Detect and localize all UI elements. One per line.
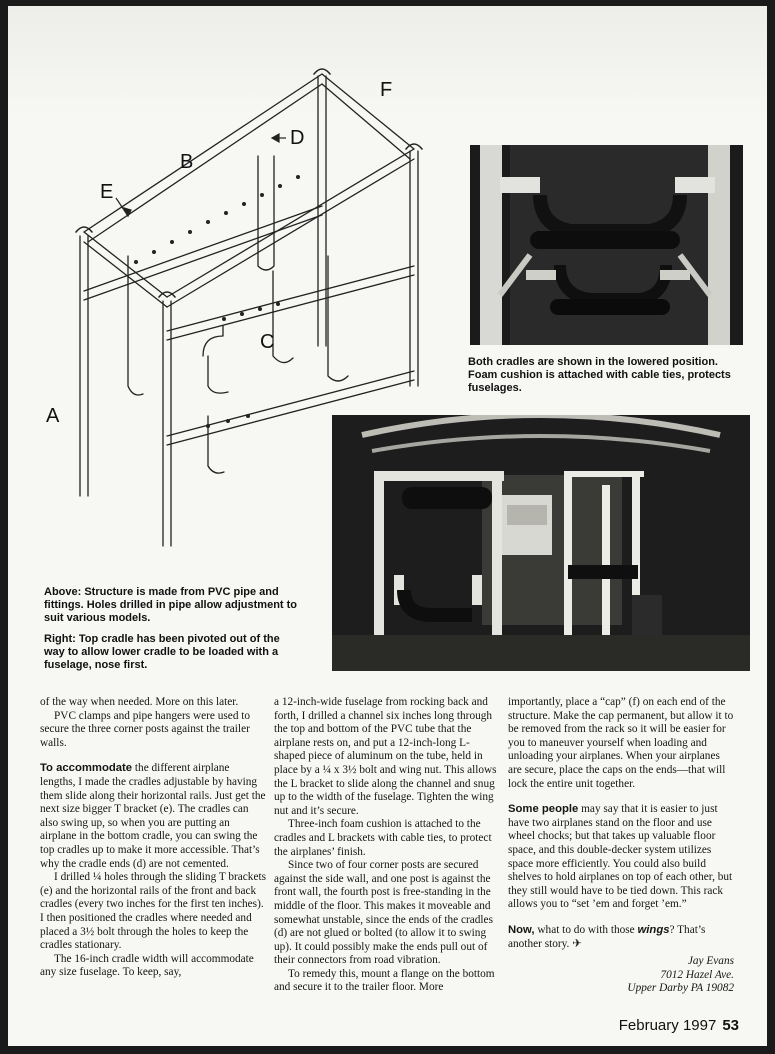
col3-lead-1: Some people <box>508 803 579 816</box>
col3-p2: may say that it is easier to just have two airplanes stand on the floor and use wheel chocks; but that takes up valuable floor space, and this double-decker system utilizes space more efficiently. You could also build shelves to hold airplanes on top of each other, but they still would have to be tied down. This rack allows you to “set ’em and forget ’em.” <box>508 803 733 911</box>
col2-p1: a 12-inch-wide fuselage from rocking back and forth, I drilled a channel six inches long through the top and bottom of the PVC tube that the airplane rests on, and put a 12-inch-long L-shaped piece of aluminum on the tube, held in place by a ¼ x 3½ bolt and wing nut. This allows the L bracket to slide along the channel and snug up to the width of the fuselage. Tighten the wing nut and it’s secure. <box>274 696 497 817</box>
col3-lead-2: Now, <box>508 923 535 936</box>
col1-p5: The 16-inch cradle width will accommodate any size fuselage. To keep, say, <box>40 952 254 979</box>
middle-rails <box>84 206 414 445</box>
label-d: D <box>290 127 305 149</box>
label-f: F <box>380 79 393 101</box>
cradles <box>128 156 348 473</box>
col1-p4: I drilled ¼ holes through the sliding T brackets (e) and the horizontal rails of the front and back cradles (every two inches for the first ten inches). I then positioned the cradles where needed and placed a 3½ bolt through the holes to keep the cradles stationary. <box>40 871 266 952</box>
article-column-2 <box>274 696 500 995</box>
col3-p3: what to do with those <box>534 923 638 936</box>
caption-left <box>44 586 300 680</box>
col1-p2: PVC clamps and pipe hangers were used to secure the three corner posts against the trailer walls. <box>40 709 251 749</box>
top-rails <box>84 74 414 307</box>
col2-p4: To remedy this, mount a flange on the bottom and secure it to the trailer floor. More <box>274 967 495 994</box>
author-name: Jay Evans <box>687 955 734 968</box>
col3-wings: wings <box>637 923 670 936</box>
page-footer <box>619 1017 739 1034</box>
trailer-rack-photo <box>332 415 750 671</box>
signature-block <box>508 955 734 996</box>
col2-p2: Three-inch foam cushion is attached to the cradles and L brackets with cable ties, to protect the airplanes’ finish. <box>274 818 492 858</box>
page-number: 53 <box>722 1017 739 1034</box>
col1-lead: To accommodate <box>40 762 133 775</box>
col2-p3: Since two of four corner posts are secured against the side wall, and one post is against the front wall, the fourth post is free-standing in the middle of the floor. This makes it moveable and somewhat unstable, since the ends of the cradles (d) are not glued or bolted (to allow it to swing up). It could possibly make the ends pull out of their connectors from road vibration. <box>274 859 493 967</box>
col1-p3: the different airplane lengths, I made the cradles adjustable by having them slide along their horizontal rails. Just get the next size bigger T bracket (e). The cradles can also swing up, so when you are putting an airplane in the bottom cradle, you can swing the top cradles up to make it more accessible. That’s why the cradle ends (d) are not cemented. <box>40 762 266 870</box>
label-b: B <box>180 151 194 173</box>
col1-p1: of the way when needed. More on this later. <box>40 696 239 708</box>
author-address-2: Upper Darby PA 19082 <box>627 982 734 995</box>
caption-top <box>468 356 750 403</box>
label-a: A <box>46 405 60 427</box>
author-address-1: 7012 Hazel Ave. <box>660 968 734 981</box>
caption-top-text: Both cradles are shown in the lowered position. Foam cushion is attached with cable ties, protects fuselages. <box>468 356 731 394</box>
cradles-lowered-photo <box>470 145 743 345</box>
article-column-1 <box>40 696 266 980</box>
label-c: C <box>260 331 275 353</box>
magazine-page <box>8 6 767 1046</box>
issue-date: February 1997 <box>618 1017 717 1034</box>
col3-p1: importantly, place a “cap” (f) on each end of the structure. Make the cap permanent, but allow it to be removed from the rack so it will be easier for you to maneuver yourself when loading and unloading your airplanes. When your airplanes are secure, place the caps on the ends—that will lock the entire unit together. <box>508 696 734 790</box>
col3-p3-end: ? That’s another story. ✈ <box>508 923 706 950</box>
caption-right: Right: Top cradle has been pivoted out of the way to allow lower cradle to be loaded with a fuselage, nose first. <box>44 633 280 671</box>
article-column-3 <box>508 696 734 996</box>
caption-above: Above: Structure is made from PVC pipe and fittings. Holes drilled in pipe allow adjustment to suit various models. <box>44 586 298 624</box>
label-e: E <box>100 181 114 203</box>
